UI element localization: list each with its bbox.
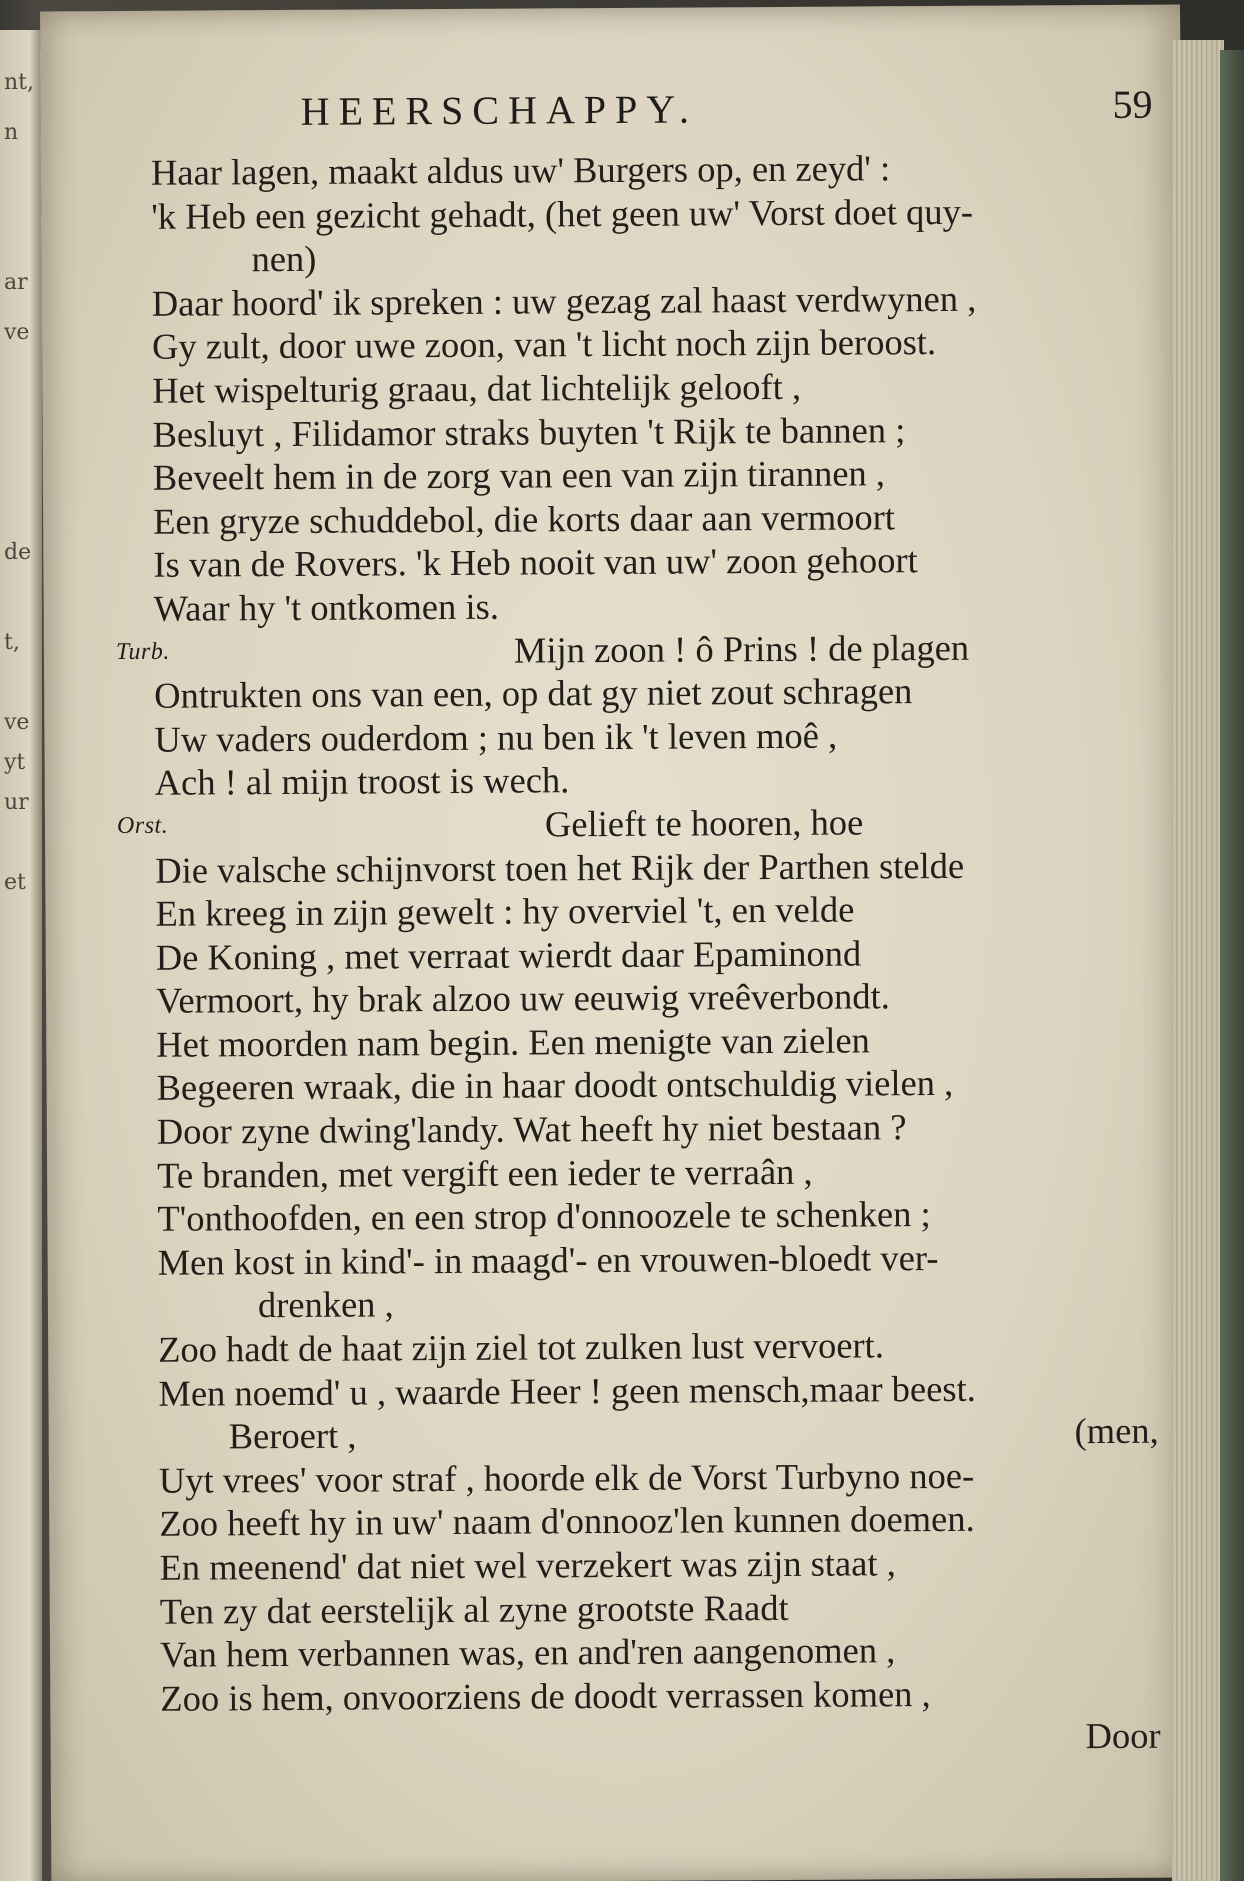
verse-line [116,1060,1176,1110]
line-text: Uyt vrees' voor straf , hoorde elk de Vorst Turbyno noe- [158,1454,975,1501]
verse-line [115,886,1175,936]
verse-line [116,1016,1176,1066]
facing-page-fragment: ar [4,270,28,295]
verse-line [116,973,1176,1023]
verse-line [116,929,1176,979]
facing-page-fragment: t, [4,630,20,655]
verse-line [119,1496,1179,1546]
book-page [40,5,1191,1881]
line-text: Die valsche schijnvorst toen het Rijk der Parthen stelde [155,844,965,891]
line-text: 'k Heb een gezicht gehadt, (het geen uw' Vorst doet quy- [151,190,974,237]
verse-line [120,1627,1180,1677]
verse-line [117,1147,1177,1197]
line-text: En meenend' dat niet wel verzekert was zijn staat , [159,1542,896,1588]
facing-page-fragment: ve [4,710,30,735]
line-text: Een gryze schuddebol, die korts daar aan vermoort [153,496,896,542]
running-title: HEERSCHAPPY. [300,86,699,134]
line-text: Daar hoord' ik spreken : uw gezag zal haast verdwynen , [151,277,977,324]
line-text: Men kost in kind'- in maagd'- en vrouwen-bloedt ver- [157,1236,939,1283]
verse-line [111,145,1171,195]
speech-text: Gelieft te hooren, hoe [544,801,864,845]
facing-page-fragment: yt [4,750,26,775]
line-text: Waar hy 't ontkomen is. [153,585,500,629]
verse-line [118,1322,1178,1372]
verse-line [114,711,1174,761]
verse-line [113,493,1173,543]
line-text: Ontrukten ons van een, op dat gy niet zout schragen [154,670,913,716]
book-cover-edge [1220,50,1244,1881]
verse-line [117,1104,1177,1154]
line-text: Haar lagen, maakt aldus uw' Burgers op, en zeyd' : [150,147,891,193]
verse-line [118,1234,1178,1284]
verse-line [115,755,1175,805]
verse-line [112,406,1172,456]
verse-line [119,1409,1179,1459]
line-text: Vermoort, hy brak alzoo uw eeuwig vreêverbondt. [155,975,890,1022]
verse-line [114,581,1174,631]
verse-line [117,1191,1177,1241]
line-text: En kreeg in zijn gewelt : hy overviel 't, en velde [155,888,855,934]
line-text: Door zyne dwing'landy. Wat heeft hy niet bestaan ? [156,1106,907,1152]
verse-line [111,232,1171,282]
page-number: 59 [1112,81,1153,127]
facing-page-fragment: nt, [4,70,35,95]
line-text: nen) [251,237,317,280]
catchword: Door [1085,1715,1161,1757]
line-text: Ten zy dat eerstelijk al zyne grootste Raadt [159,1586,789,1632]
line-text: Gy zult, door uwe zoon, van 't licht noch zijn beroost. [151,321,937,368]
catchword-line [120,1714,1180,1764]
line-text: Ach ! al mijn troost is wech. [154,759,570,804]
speech-line [114,624,1174,674]
line-text: Zoo hadt de haat zijn ziel tot zulken lust vervoert. [158,1324,885,1370]
line-text: De Koning , met verraat wierdt daar Epaminond [155,932,862,978]
verse-line [112,275,1172,325]
line-text: Besluyt , Filidamor straks buyten 't Rijk te bannen ; [152,408,906,455]
verse-line [118,1278,1178,1328]
line-text: Is van de Rovers. 'k Heb nooit van uw' zoon gehoort [153,539,918,586]
verse-line [111,188,1171,238]
line-text: T'onthoofden, en een strop d'onnoozele te schenken ; [157,1193,931,1240]
verse-line [120,1583,1180,1633]
verse-text-block [111,145,1181,1764]
line-text: Zoo heeft hy in uw' naam d'onnooz'len kunnen doemen. [159,1498,975,1545]
speaker-label: Orst. [116,812,169,839]
verse-line [113,537,1173,587]
verse-line [112,363,1172,413]
facing-page-edge [0,30,42,1881]
page-stack-edge [1172,40,1224,1881]
facing-page-fragment: et [4,870,26,895]
facing-page-fragment: ur [4,790,29,815]
verse-line [115,842,1175,892]
facing-page-fragment: n [4,120,19,145]
line-text: Begeeren wraak, die in haar doodt ontschuldig vielen , [156,1062,954,1109]
line-text: Zoo is hem, onvoorziens de doodt verrassen komen , [160,1672,931,1719]
speaker-label: Turb. [115,638,170,665]
line-text: Te branden, met vergift een ieder te verraân , [156,1150,813,1196]
line-text: Uw vaders ouderdom ; nu ben ik 't leven moê , [154,714,838,760]
line-text: Men noemd' u , waarde Heer ! geen mensch,maar beest. [158,1367,976,1414]
facing-page-fragment: ve [4,320,30,345]
verse-line [113,450,1173,500]
line-text: Van hem verbannen was, en and'ren aangenomen , [159,1629,896,1675]
turnover-fragment: (men, [1074,1409,1159,1452]
verse-line [119,1452,1179,1502]
facing-page-fragment: de [4,540,32,565]
line-text: Beveelt hem in de zorg van een van zijn tirannen , [152,452,886,498]
line-text: Het moorden nam begin. Een menigte van zielen [156,1019,870,1065]
verse-line [119,1540,1179,1590]
verse-line [118,1365,1178,1415]
verse-line [114,668,1174,718]
line-text: Beroert , [228,1414,357,1457]
line-text: drenken , [257,1283,394,1326]
line-text: Het wispelturig graau, dat lichtelijk gelooft , [152,365,802,411]
verse-line [112,319,1172,369]
verse-line [120,1670,1180,1720]
speech-text: Mijn zoon ! ô Prins ! de plagen [513,626,970,671]
speech-line [115,798,1175,848]
